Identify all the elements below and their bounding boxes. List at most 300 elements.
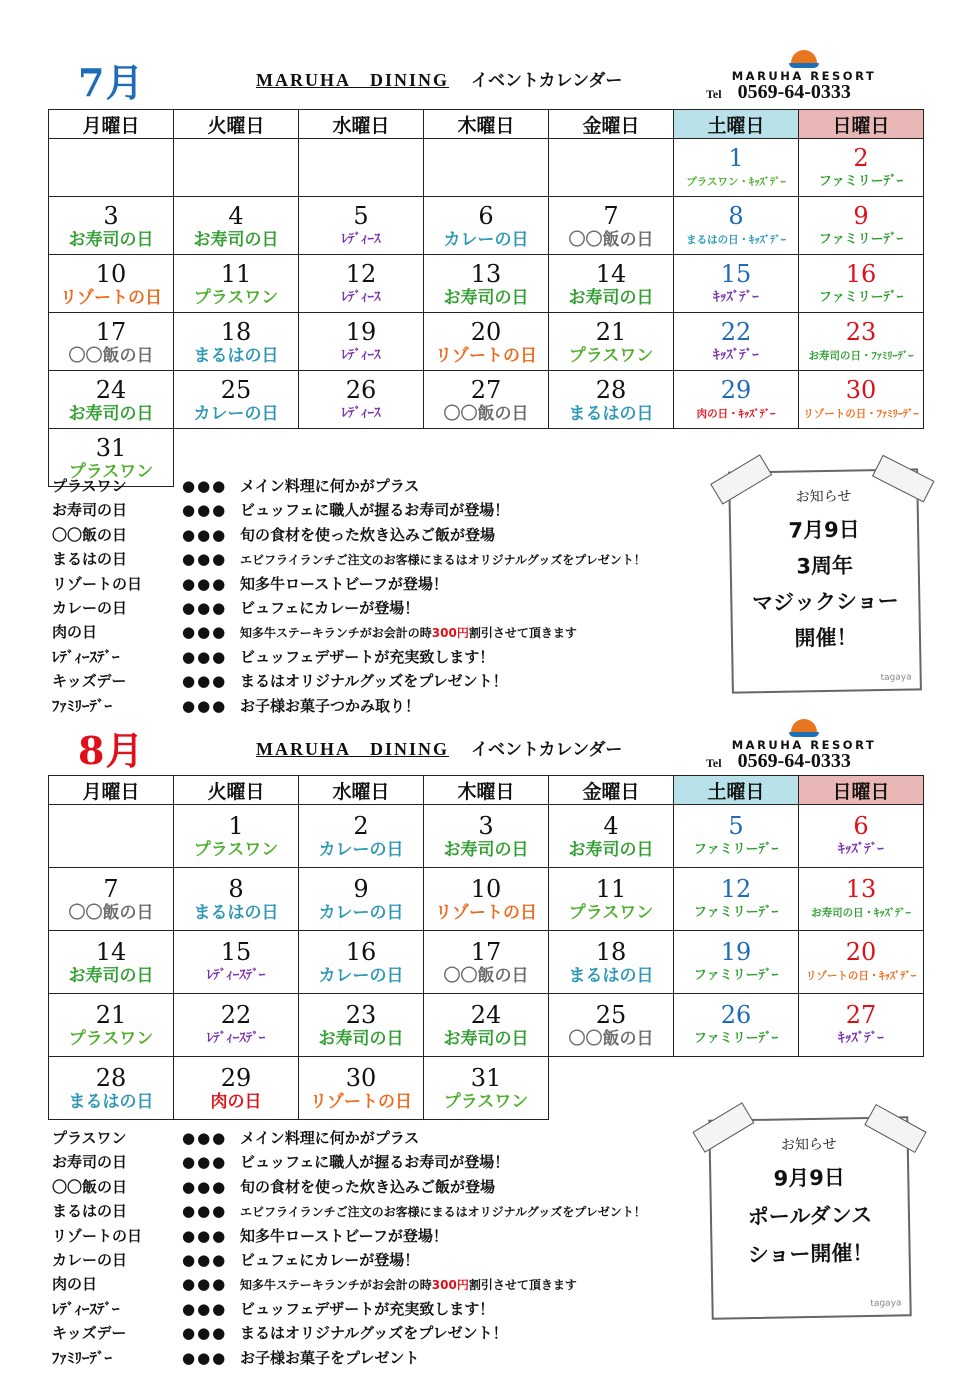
- legend-description: 旬の食材を使った炊き込みご飯が登場: [240, 1177, 496, 1196]
- bullet-dots: ●●●: [182, 672, 228, 691]
- telephone: [704, 81, 904, 104]
- day-cell: [549, 371, 674, 429]
- weekday-mon: 月曜日: [49, 776, 174, 805]
- restaurant-title: [256, 66, 622, 92]
- day-cell: [799, 255, 924, 313]
- date-number: 14: [595, 259, 627, 288]
- notice-line-1: 7月9日: [788, 517, 860, 543]
- day-cell: [49, 255, 174, 313]
- brand-block: [704, 719, 904, 773]
- event-label: ｷｯｽﾞﾃﾞｰ: [713, 289, 759, 305]
- legend-key: プラスワン: [52, 477, 127, 495]
- event-label: 肉の日・ｷｯｽﾞﾃﾞｰ: [696, 407, 776, 420]
- legend-description: ビュフェにカレーが登場！: [240, 598, 420, 617]
- date-number: 17: [95, 317, 127, 346]
- calendar-subtitle: イベントカレンダー: [471, 740, 623, 760]
- notice-label: お知らせ: [795, 488, 852, 506]
- bullet-dots: ●●●: [182, 1299, 228, 1318]
- date-number: 28: [95, 1064, 127, 1092]
- date-number: 19: [720, 938, 752, 966]
- legend-key: お寿司の日: [52, 1153, 128, 1172]
- date-number: 24: [95, 375, 127, 404]
- date-number: 13: [845, 875, 877, 903]
- week-row: [49, 931, 924, 994]
- bullet-dots: ●●●: [182, 1177, 228, 1196]
- bullet-dots: ●●●: [182, 574, 228, 593]
- date-number: 22: [720, 317, 752, 346]
- week-row: [49, 868, 924, 931]
- date-number: 7: [103, 875, 119, 903]
- legend-item: [52, 474, 646, 498]
- day-cell: [549, 931, 674, 994]
- date-number: 25: [595, 1001, 627, 1029]
- event-label: ファミリーﾃﾞｰ: [693, 968, 779, 983]
- event-label: プラスワン・ｷｯｽﾞﾃﾞｰ: [686, 175, 786, 188]
- notice-line-4: 開催！: [794, 625, 858, 651]
- date-number: 16: [845, 259, 877, 288]
- legend-item: [52, 596, 646, 620]
- event-label: お寿司の日: [193, 229, 279, 250]
- date-number: 15: [720, 259, 752, 288]
- event-label: お寿司の日: [568, 287, 654, 308]
- event-label: お寿司の日: [568, 840, 654, 860]
- event-label: お寿司の日・ﾌｧﾐﾘｰﾃﾞｰ: [808, 349, 914, 362]
- date-number: 6: [478, 201, 494, 230]
- day-cell: [799, 931, 924, 994]
- event-label: お寿司の日: [443, 840, 529, 860]
- legend-key: まるはの日: [52, 550, 128, 569]
- date-number: 9: [853, 201, 869, 230]
- event-label: お寿司の日・ｷｯｽﾞﾃﾞｰ: [811, 907, 911, 919]
- tel-label: Tel: [706, 756, 722, 770]
- event-label: お寿司の日: [68, 403, 154, 424]
- calendar-subtitle: イベントカレンダー: [471, 71, 623, 91]
- bullet-dots: ●●●: [182, 550, 228, 569]
- event-label: まるはの日・ｷｯｽﾞﾃﾞｰ: [686, 233, 786, 246]
- event-label: プラスワン: [568, 903, 654, 923]
- day-cell: [174, 805, 299, 868]
- legend-item: [52, 1346, 646, 1370]
- empty-day-cell: [49, 805, 174, 868]
- legend-item: [52, 547, 646, 571]
- legend-key: リゾートの日: [52, 574, 143, 593]
- week-row: [49, 197, 924, 255]
- weekday-sat: 土曜日: [674, 110, 799, 139]
- date-number: 8: [228, 875, 244, 903]
- weekday-tue: 火曜日: [174, 110, 299, 139]
- legend-description-part: 知多牛ステーキランチがお会計の時: [240, 626, 432, 641]
- event-label: ｷｯｽﾞﾃﾞｰ: [838, 1031, 884, 1046]
- day-cell: [49, 371, 174, 429]
- notice-line-2: 3周年: [796, 553, 854, 579]
- event-label: カレーの日: [193, 403, 279, 424]
- date-number: 10: [95, 259, 127, 288]
- legend-description: ビュッフェに職人が握るお寿司が登場！: [240, 501, 510, 520]
- day-cell: [549, 994, 674, 1057]
- weekday-mon: 月曜日: [49, 110, 174, 139]
- tel-number: 0569-64-0333: [737, 81, 851, 103]
- event-label: お寿司の日: [443, 1029, 529, 1049]
- date-number: 7: [603, 201, 619, 230]
- day-cell: [299, 371, 424, 429]
- week-row: [49, 313, 924, 371]
- date-number: 21: [95, 1001, 127, 1029]
- day-cell: [424, 994, 549, 1057]
- weekday-thu: 木曜日: [424, 110, 549, 139]
- legend-key: 〇〇飯の日: [52, 1177, 128, 1196]
- legend-item: [52, 1248, 646, 1272]
- empty-day-cell: [549, 139, 674, 197]
- legend-description: ビュフェにカレーが登場！: [240, 1250, 420, 1269]
- day-cell: [424, 197, 549, 255]
- july-event-legend: [52, 474, 646, 718]
- legend-key: ﾌｧﾐﾘｰﾃﾞｰ: [52, 1348, 113, 1367]
- day-cell: [674, 931, 799, 994]
- legend-item: [52, 1126, 646, 1150]
- restaurant-name: MARUHA DINING: [256, 70, 450, 90]
- week-row: [49, 1057, 924, 1120]
- date-number: 23: [345, 1001, 377, 1029]
- day-cell: [299, 805, 424, 868]
- day-cell: [49, 931, 174, 994]
- bullet-dots: ●●●: [182, 598, 228, 617]
- weekday-header-row: [49, 776, 924, 805]
- notice-line-3: マジックショー: [751, 588, 899, 616]
- weekday-sun: 日曜日: [799, 776, 924, 805]
- brand-block: [704, 50, 904, 104]
- legend-key: ﾚﾃﾞｨｰｽﾃﾞｰ: [52, 647, 120, 666]
- event-label: カレーの日: [318, 966, 404, 986]
- notice-label: お知らせ: [780, 1136, 837, 1154]
- event-label: リゾートの日: [435, 345, 537, 366]
- event-label: リゾートの日: [60, 287, 162, 308]
- date-number: 27: [845, 1001, 877, 1029]
- date-number: 10: [470, 875, 502, 903]
- legend-key: プラスワン: [52, 1129, 127, 1147]
- date-number: 5: [728, 812, 744, 840]
- legend-description-part: 割引させて頂きます: [468, 626, 577, 641]
- event-label: プラスワン: [443, 1092, 529, 1112]
- bullet-dots: ●●●: [182, 696, 228, 715]
- event-label: まるはの日: [193, 903, 279, 923]
- legend-description: ビュッフェデザートが充実致します！: [240, 647, 495, 666]
- date-number: 31: [470, 1064, 502, 1092]
- date-number: 25: [220, 375, 252, 404]
- bullet-dots: ●●●: [182, 1129, 228, 1147]
- august-calendar: [48, 775, 924, 1120]
- event-label: リゾートの日: [310, 1092, 412, 1112]
- day-cell: [174, 313, 299, 371]
- legend-key: まるはの日: [52, 1202, 128, 1221]
- day-cell: [424, 255, 549, 313]
- date-number: 4: [228, 201, 244, 230]
- day-cell: [799, 994, 924, 1057]
- weekday-wed: 水曜日: [299, 776, 424, 805]
- weekday-sat: 土曜日: [674, 776, 799, 805]
- date-number: 8: [728, 201, 744, 230]
- legend-key: 肉の日: [52, 1275, 98, 1294]
- legend-key: キッズデー: [52, 672, 127, 691]
- empty-cell: [549, 1057, 674, 1120]
- weekday-thu: 木曜日: [424, 776, 549, 805]
- weekday-sun: 日曜日: [799, 110, 924, 139]
- event-label: リゾートの日・ﾌｧﾐﾘｰﾃﾞｰ: [803, 407, 919, 420]
- date-number: 3: [103, 201, 119, 230]
- event-label: ﾚﾃﾞｨｰｽﾃﾞｰ: [206, 968, 266, 983]
- event-label: リゾートの日・ｷｯｽﾞﾃﾞｰ: [805, 970, 917, 982]
- event-label: プラスワン: [68, 1029, 154, 1049]
- bullet-dots: ●●●: [182, 477, 228, 495]
- legend-description: メイン料理に何かがプラス: [240, 477, 420, 495]
- day-cell: [799, 139, 924, 197]
- day-cell: [424, 371, 549, 429]
- event-label: 〇〇飯の日: [568, 229, 654, 250]
- date-number: 9: [353, 875, 369, 903]
- event-label: ファミリーﾃﾞｰ: [818, 231, 904, 247]
- date-number: 22: [220, 1001, 252, 1029]
- date-number: 18: [595, 938, 627, 966]
- notice-line-3: ショー開催！: [747, 1240, 874, 1268]
- event-label: ｷｯｽﾞﾃﾞｰ: [838, 842, 884, 857]
- day-cell: [674, 371, 799, 429]
- date-number: 19: [345, 317, 377, 346]
- legend-key: カレーの日: [52, 598, 128, 617]
- resort-logo-icon: [789, 50, 819, 68]
- day-cell: [174, 931, 299, 994]
- event-label: 肉の日: [210, 1092, 262, 1112]
- legend-item: [52, 1175, 646, 1199]
- date-number: 30: [345, 1064, 377, 1092]
- legend-item: [52, 694, 646, 718]
- date-number: 1: [728, 143, 744, 172]
- day-cell: [674, 197, 799, 255]
- legend-description: エビフライランチご注文のお客様にまるはオリジナルグッズをプレゼント！: [240, 553, 646, 568]
- legend-item: [52, 1150, 646, 1174]
- bullet-dots: ●●●: [182, 1250, 228, 1269]
- day-cell: [799, 371, 924, 429]
- event-label: カレーの日: [443, 229, 529, 250]
- legend-item: [52, 1224, 646, 1248]
- week-row: [49, 139, 924, 197]
- day-cell: [49, 313, 174, 371]
- legend-key: リゾートの日: [52, 1226, 143, 1245]
- week-row: [49, 255, 924, 313]
- legend-description: [240, 626, 577, 640]
- day-cell: [799, 868, 924, 931]
- event-label: ﾚﾃﾞｨｰｽ: [341, 289, 381, 305]
- date-number: 12: [345, 259, 377, 288]
- legend-description: まるはオリジナルグッズをプレゼント！: [240, 672, 508, 691]
- event-label: 〇〇飯の日: [443, 966, 529, 986]
- day-cell: [299, 197, 424, 255]
- bullet-dots: ●●●: [182, 1275, 228, 1294]
- day-cell: [674, 313, 799, 371]
- event-label: リゾートの日: [435, 903, 537, 923]
- event-label: 〇〇飯の日: [568, 1029, 654, 1049]
- restaurant-title: [256, 735, 622, 761]
- event-label: お寿司の日: [68, 966, 154, 986]
- event-label: カレーの日: [318, 903, 404, 923]
- date-number: 28: [595, 375, 627, 404]
- bullet-dots: ●●●: [182, 647, 228, 666]
- event-label: 〇〇飯の日: [443, 403, 529, 424]
- week-row: [49, 371, 924, 429]
- date-number: 18: [220, 317, 252, 346]
- legend-description: まるはオリジナルグッズをプレゼント！: [240, 1324, 508, 1343]
- day-cell: [424, 931, 549, 994]
- notice-line-2: ポールダンス: [747, 1202, 873, 1230]
- legend-description: お子様お菓子をプレゼント: [240, 1348, 420, 1367]
- legend-key: 〇〇飯の日: [52, 525, 128, 544]
- notice-signature: tagaya: [870, 1298, 902, 1309]
- day-cell: [799, 805, 924, 868]
- tel-number: 0569-64-0333: [737, 750, 851, 772]
- day-cell: [549, 255, 674, 313]
- date-number: 3: [478, 812, 494, 840]
- day-cell: [549, 868, 674, 931]
- legend-item: [52, 1297, 646, 1321]
- discount-amount: 300円: [431, 1278, 469, 1293]
- date-number: 17: [470, 938, 502, 966]
- event-label: ファミリーﾃﾞｰ: [693, 905, 779, 920]
- day-cell: [299, 313, 424, 371]
- empty-day-cell: [49, 139, 174, 197]
- legend-item: [52, 1321, 646, 1345]
- day-cell: [49, 994, 174, 1057]
- event-label: 〇〇飯の日: [68, 903, 154, 923]
- day-cell: [674, 139, 799, 197]
- legend-key: ﾚﾃﾞｨｰｽﾃﾞｰ: [52, 1299, 120, 1318]
- date-number: 29: [220, 1064, 252, 1092]
- notice-signature: tagaya: [880, 672, 912, 684]
- day-cell: [174, 868, 299, 931]
- empty-day-cell: [174, 139, 299, 197]
- day-cell: [49, 868, 174, 931]
- day-cell: [549, 313, 674, 371]
- empty-day-cell: [424, 139, 549, 197]
- legend-description: 知多牛ローストビーフが登場！: [240, 574, 448, 593]
- legend-description: 旬の食材を使った炊き込みご飯が登場: [240, 525, 496, 544]
- legend-item: [52, 498, 646, 522]
- date-number: 20: [845, 938, 877, 966]
- date-number: 6: [853, 812, 869, 840]
- event-label: ｷｯｽﾞﾃﾞｰ: [713, 347, 759, 363]
- date-number: 23: [845, 317, 877, 346]
- date-number: 20: [470, 317, 502, 346]
- date-number: 30: [845, 375, 877, 404]
- day-cell: [174, 1057, 299, 1120]
- legend-description-part: 知多牛ステーキランチがお会計の時: [240, 1278, 432, 1293]
- day-cell: [174, 197, 299, 255]
- august-event-legend: [52, 1126, 646, 1370]
- day-cell: [49, 1057, 174, 1120]
- event-label: カレーの日: [318, 840, 404, 860]
- date-number: 2: [853, 143, 869, 172]
- date-number: 26: [720, 1001, 752, 1029]
- date-number: 29: [720, 375, 752, 404]
- legend-key: 肉の日: [52, 623, 98, 642]
- event-label: ﾚﾃﾞｨｰｽﾃﾞｰ: [206, 1031, 266, 1046]
- month-title: 7月: [78, 60, 145, 105]
- event-label: プラスワン: [68, 461, 154, 482]
- date-number: 11: [595, 875, 627, 903]
- bullet-dots: ●●●: [182, 623, 228, 642]
- brand-name: MARUHA RESORT: [731, 738, 877, 752]
- weekday-tue: 火曜日: [174, 776, 299, 805]
- legend-description: エビフライランチご注文のお客様にまるはオリジナルグッズをプレゼント！: [240, 1205, 646, 1220]
- bullet-dots: ●●●: [182, 1202, 228, 1221]
- legend-description: お子様お菓子つかみ取り！: [240, 696, 421, 715]
- event-label: ファミリーﾃﾞｰ: [693, 1031, 779, 1046]
- legend-item: [52, 645, 646, 669]
- day-cell: [549, 805, 674, 868]
- legend-key: カレーの日: [52, 1250, 128, 1269]
- event-label: 〇〇飯の日: [68, 345, 154, 366]
- date-number: 27: [470, 375, 502, 404]
- legend-item: [52, 620, 646, 644]
- empty-cell: [799, 1057, 924, 1120]
- day-cell: [174, 371, 299, 429]
- weekday-fri: 金曜日: [549, 776, 674, 805]
- event-label: まるはの日: [568, 403, 654, 424]
- day-cell: [174, 255, 299, 313]
- legend-description: 知多牛ローストビーフが登場！: [240, 1226, 448, 1245]
- day-cell: [299, 868, 424, 931]
- day-cell: [424, 805, 549, 868]
- event-label: プラスワン: [193, 287, 279, 308]
- week-row: [49, 805, 924, 868]
- legend-key: ﾌｧﾐﾘｰﾃﾞｰ: [52, 696, 113, 715]
- legend-key: お寿司の日: [52, 501, 128, 520]
- july-notice-board: [728, 468, 922, 693]
- resort-logo-icon: [789, 719, 819, 737]
- day-cell: [299, 994, 424, 1057]
- bullet-dots: ●●●: [182, 1348, 228, 1367]
- weekday-fri: 金曜日: [549, 110, 674, 139]
- legend-item: [52, 1199, 646, 1223]
- event-label: プラスワン: [568, 345, 654, 366]
- week-row: [49, 994, 924, 1057]
- event-label: まるはの日: [68, 1092, 154, 1112]
- event-label: まるはの日: [568, 966, 654, 986]
- day-cell: [174, 994, 299, 1057]
- day-cell: [549, 197, 674, 255]
- event-label: ファミリーﾃﾞｰ: [818, 173, 904, 189]
- empty-day-cell: [299, 139, 424, 197]
- bullet-dots: ●●●: [182, 1226, 228, 1245]
- august-notice-board: [708, 1116, 911, 1319]
- discount-amount: 300円: [431, 626, 469, 641]
- day-cell: [299, 931, 424, 994]
- event-label: ﾚﾃﾞｨｰｽ: [341, 231, 381, 247]
- telephone: [704, 750, 904, 773]
- july-calendar: [48, 109, 924, 487]
- legend-description-part: 割引させて頂きます: [468, 1278, 577, 1293]
- legend-item: [52, 523, 646, 547]
- day-cell: [424, 313, 549, 371]
- day-cell: [299, 1057, 424, 1120]
- restaurant-name: MARUHA DINING: [256, 739, 450, 759]
- date-number: 1: [228, 812, 244, 840]
- bullet-dots: ●●●: [182, 525, 228, 544]
- legend-description: メイン料理に何かがプラス: [240, 1129, 420, 1147]
- day-cell: [674, 994, 799, 1057]
- date-number: 2: [353, 812, 369, 840]
- day-cell: [674, 255, 799, 313]
- day-cell: [674, 805, 799, 868]
- date-number: 14: [95, 938, 127, 966]
- legend-item: [52, 1272, 646, 1296]
